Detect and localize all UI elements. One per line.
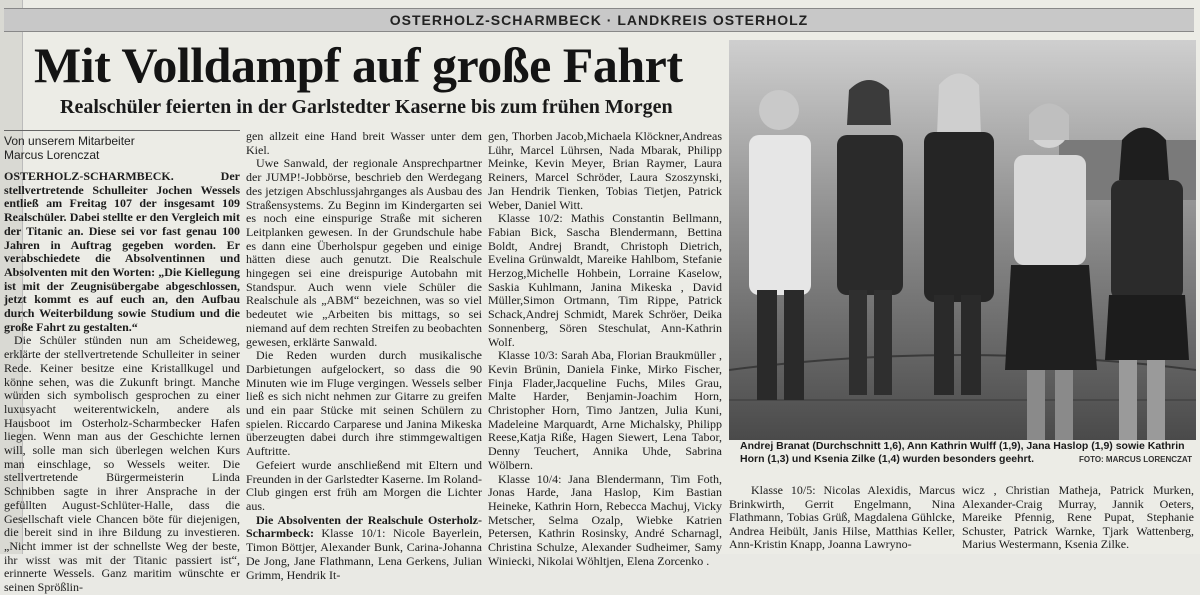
graduates-list: Klasse 10/2: Mathis Constantin Bellmann, Fabian Bick, Sascha Blendermann, Bettina Boldt, Andrej Brandt, Christoph Dietrich, Evelina Grünwaldt, Mareike Hahlbom, Stefanie Herzog,Michelle Hohbein, Lorraine Kaselow, Saskia Kuhlmann, Janina Mikeska , David Müller,Simon Ortmann, Tim Rippe, Patrick Schack,Andrej Schmidt, Marek Schröer, Deika Sonnenberg, Sören Steschulat, Ann-Kathrin Wolf.	[488, 211, 722, 349]
body-paragraph: Gefeiert wurde anschließend mit Eltern und Freunden in der Garlstedter Kaserne. Im Roland-Club gingen erst früh am Morgen die Lichter aus.	[246, 457, 482, 513]
article-column-2	[246, 130, 482, 582]
graduates-intro	[246, 514, 482, 583]
graduates-class-5-part-1: Klasse 10/5: Nicolas Alexidis, Marcus Brinkwirth, Gerrit Engelmann, Nina Flathmann, Tobias Grüß, Magdalena Gühlcke, Andrea Heibült, Janis Hilse, Matthias Keller, Ann-Kristin Knapp, Joanna Lawryno-	[729, 483, 955, 552]
section-header	[4, 8, 1194, 32]
subheadline: Realschüler feierten in der Garlstedter Kaserne bis zum frühen Morgen	[60, 96, 673, 118]
lead-paragraph: OSTERHOLZ-SCHARMBECK. Der stellvertretende Schulleiter Jochen Wessels entließ am Freitag 107 der insgesamt 109 Realschüler. Dabei stellte er den Vergleich mit der Titanic an. Diese sei vor fast genau 100 Jahren in Auftrag gegeben worden. Er verabschiedete die Absolventinnen und Absolventen mit den Worten: „Die Kiellegung ist mit der Zeugnisübergabe abgeschlossen, jetzt kommt es auf euch an, den Aufbau durch Weiterbildung sowie Studium und die große Fahrt zu gestalten.“	[4, 169, 240, 334]
photo-credit: FOTO: MARCUS LORENCZAT	[1078, 455, 1192, 464]
graduates-heading: Die Absolventen der Realschule Osterholz-Scharmbeck:	[246, 512, 482, 541]
byline-line1: Von unserem Mitarbeiter	[4, 134, 135, 148]
byline-line2: Marcus Lorenczat	[4, 148, 100, 162]
graduates-list: Klasse 10/4: Jana Blendermann, Tim Foth, Jonas Harde, Jana Haslop, Kim Bastian Heineke, Kathrin Horn, Rebecca Machuj, Vicky Metscher, Selma Ozalp, Wiebke Katrien Petersen, Kathrin Rosinsky, André Scharnagl, Christina Schulze, Alexander Sudheimer, Samy Winiecki, Nikolai Wöhltjen, Elena Zorcenko .	[488, 471, 722, 568]
graduates-class-5-part-2: wicz , Christian Matheja, Patrick Murken, Alexander-Craig Murray, Jannik Oeters, Mareike Pfennig, Rene Pupat, Stephanie Schuster, Patrick Warnke, Tjark Wattenberg, Marius Westermann, Ksenia Zilke.	[962, 483, 1194, 552]
byline-rule	[4, 130, 240, 131]
byline	[4, 134, 135, 162]
body-paragraph: gen allzeit eine Hand breit Wasser unter dem Kiel.	[246, 129, 482, 157]
article-column-1	[4, 170, 240, 595]
group-photo	[729, 40, 1196, 440]
graduates-list: Klasse 10/3: Sarah Aba, Florian Braukmüller , Kevin Brünin, Daniela Finke, Mirko Fischer, Finja Flader,Jacqueline Fuchs, Miles Grau, Malte Harder, Benjamin-Joachim Horn, Christopher Horn, Timo Jantzen, Julia Kuni, Madeleine Marquardt, Arne Michalsky, Philipp Reese,Katja Riße, Hagen Siewert, Lena Tabor, Denny Teuchert, Annika Uhde, Sabrina Wölbern.	[488, 348, 722, 472]
graduates-class-1: Klasse 10/1: Nicole Bayerlein, Timon Böttjer, Alexander Bunk, Carina-Johanna De Jong, Jane Flathmann, Lena Gerkens, Julian Grimm, Hendrik It-	[246, 526, 482, 582]
body-paragraph: Die Reden wurden durch musikalische Darbietungen aufgelockert, so dass die 90 Minuten wie im Fluge vergingen. Wessels selber ließ es sich nicht nehmen zur Gitarre zu greifen und ein paar Stücke mit seinen Schülern zu spielen. Riccardo Carparese und Janina Mikeska überzeugten dabei durch ihre stimmgewaltigen Auftritte.	[246, 348, 482, 459]
headline: Mit Volldampf auf große Fahrt	[34, 37, 683, 93]
body-paragraph: Uwe Sanwald, der regionale Ansprechpartner der JUMP!-Jobbörse, beschrieb den Werdegang des jetzigen Abschlussjahrganges als Ausbau des Straßensystems. Zu Beginn im Kindergarten sei es noch eine einspurige Straße mit sicheren Leitplanken gewesen. In der Grundschule habe es dann eine Überholspur gegeben und einige hätten diese auch genutzt. Die Realschule hingegen sei eine dreispurige Autobahn mit Standspur. Auch wenn viele Schüler die Realschule als „ABM“ bezeichnen, was so viel bedeutet wie „Arbeiten bis mittags, so sei niemand auf dem rechten Streifen zu beobachten gewesen, erklärte Sanwald.	[246, 156, 482, 349]
group-photo-image	[729, 40, 1196, 440]
body-paragraph: Die Schüler stünden nun am Scheideweg, erklärte der stellvertretende Schulleiter in seiner Rede. Keiner besitze eine Kristallkugel und könne sehen, was die Zukunft bringt. Manche würden sich symbolisch gesprochen zu einer luxusyacht weiterentwickeln, andere als Hausboot im Osterholz-Scharmbecker Hafen liegen. Wenn man aus der Geschichte lernen will, solle man sich überlegen welchen Kurs man einschlage, so Wessels weiter. Die stellvertretende Bürgermeisterin Linda Schnibben sagte in ihrer Ansprache in der gefüllten August-Schlüter-Halle, dass die Gesellschaft viele Chancen böte für diejenigen, die bereit sind in ihre Bildung zu investieren. „Nicht immer ist der schnellste Weg der beste, ihr wisst was mit der Titanic passiert ist“, erinnerte Wessels. Ganz maritim wünschte er seinen Sprößlin-	[4, 333, 240, 595]
article-column-3	[488, 130, 722, 569]
photo-caption: Andrej Branat (Durchschnitt 1,6), Ann Kathrin Wulff (1,9), Jana Haslop (1,9) sowie Kathrin Horn (1,3) und Ksenia Zilke (1,4) wurden besonders geehrt.	[740, 440, 1185, 465]
section-header-text: OSTERHOLZ-SCHARMBECK · LANDKREIS OSTERHOLZ	[389, 12, 809, 28]
graduates-list: gen, Thorben Jacob,Michaela Klöckner,Andreas Lühr, Marcel Lührsen, Nada Mbarak, Philipp Meinke, Kevin Meyer, Brian Raymer, Laura Reiners, Marcel Schröder, Laura Szoszynski, Jan Hendrik Tienken, Tobias Tietjen, Patrick Weber, Daniel Witt.	[488, 129, 722, 212]
